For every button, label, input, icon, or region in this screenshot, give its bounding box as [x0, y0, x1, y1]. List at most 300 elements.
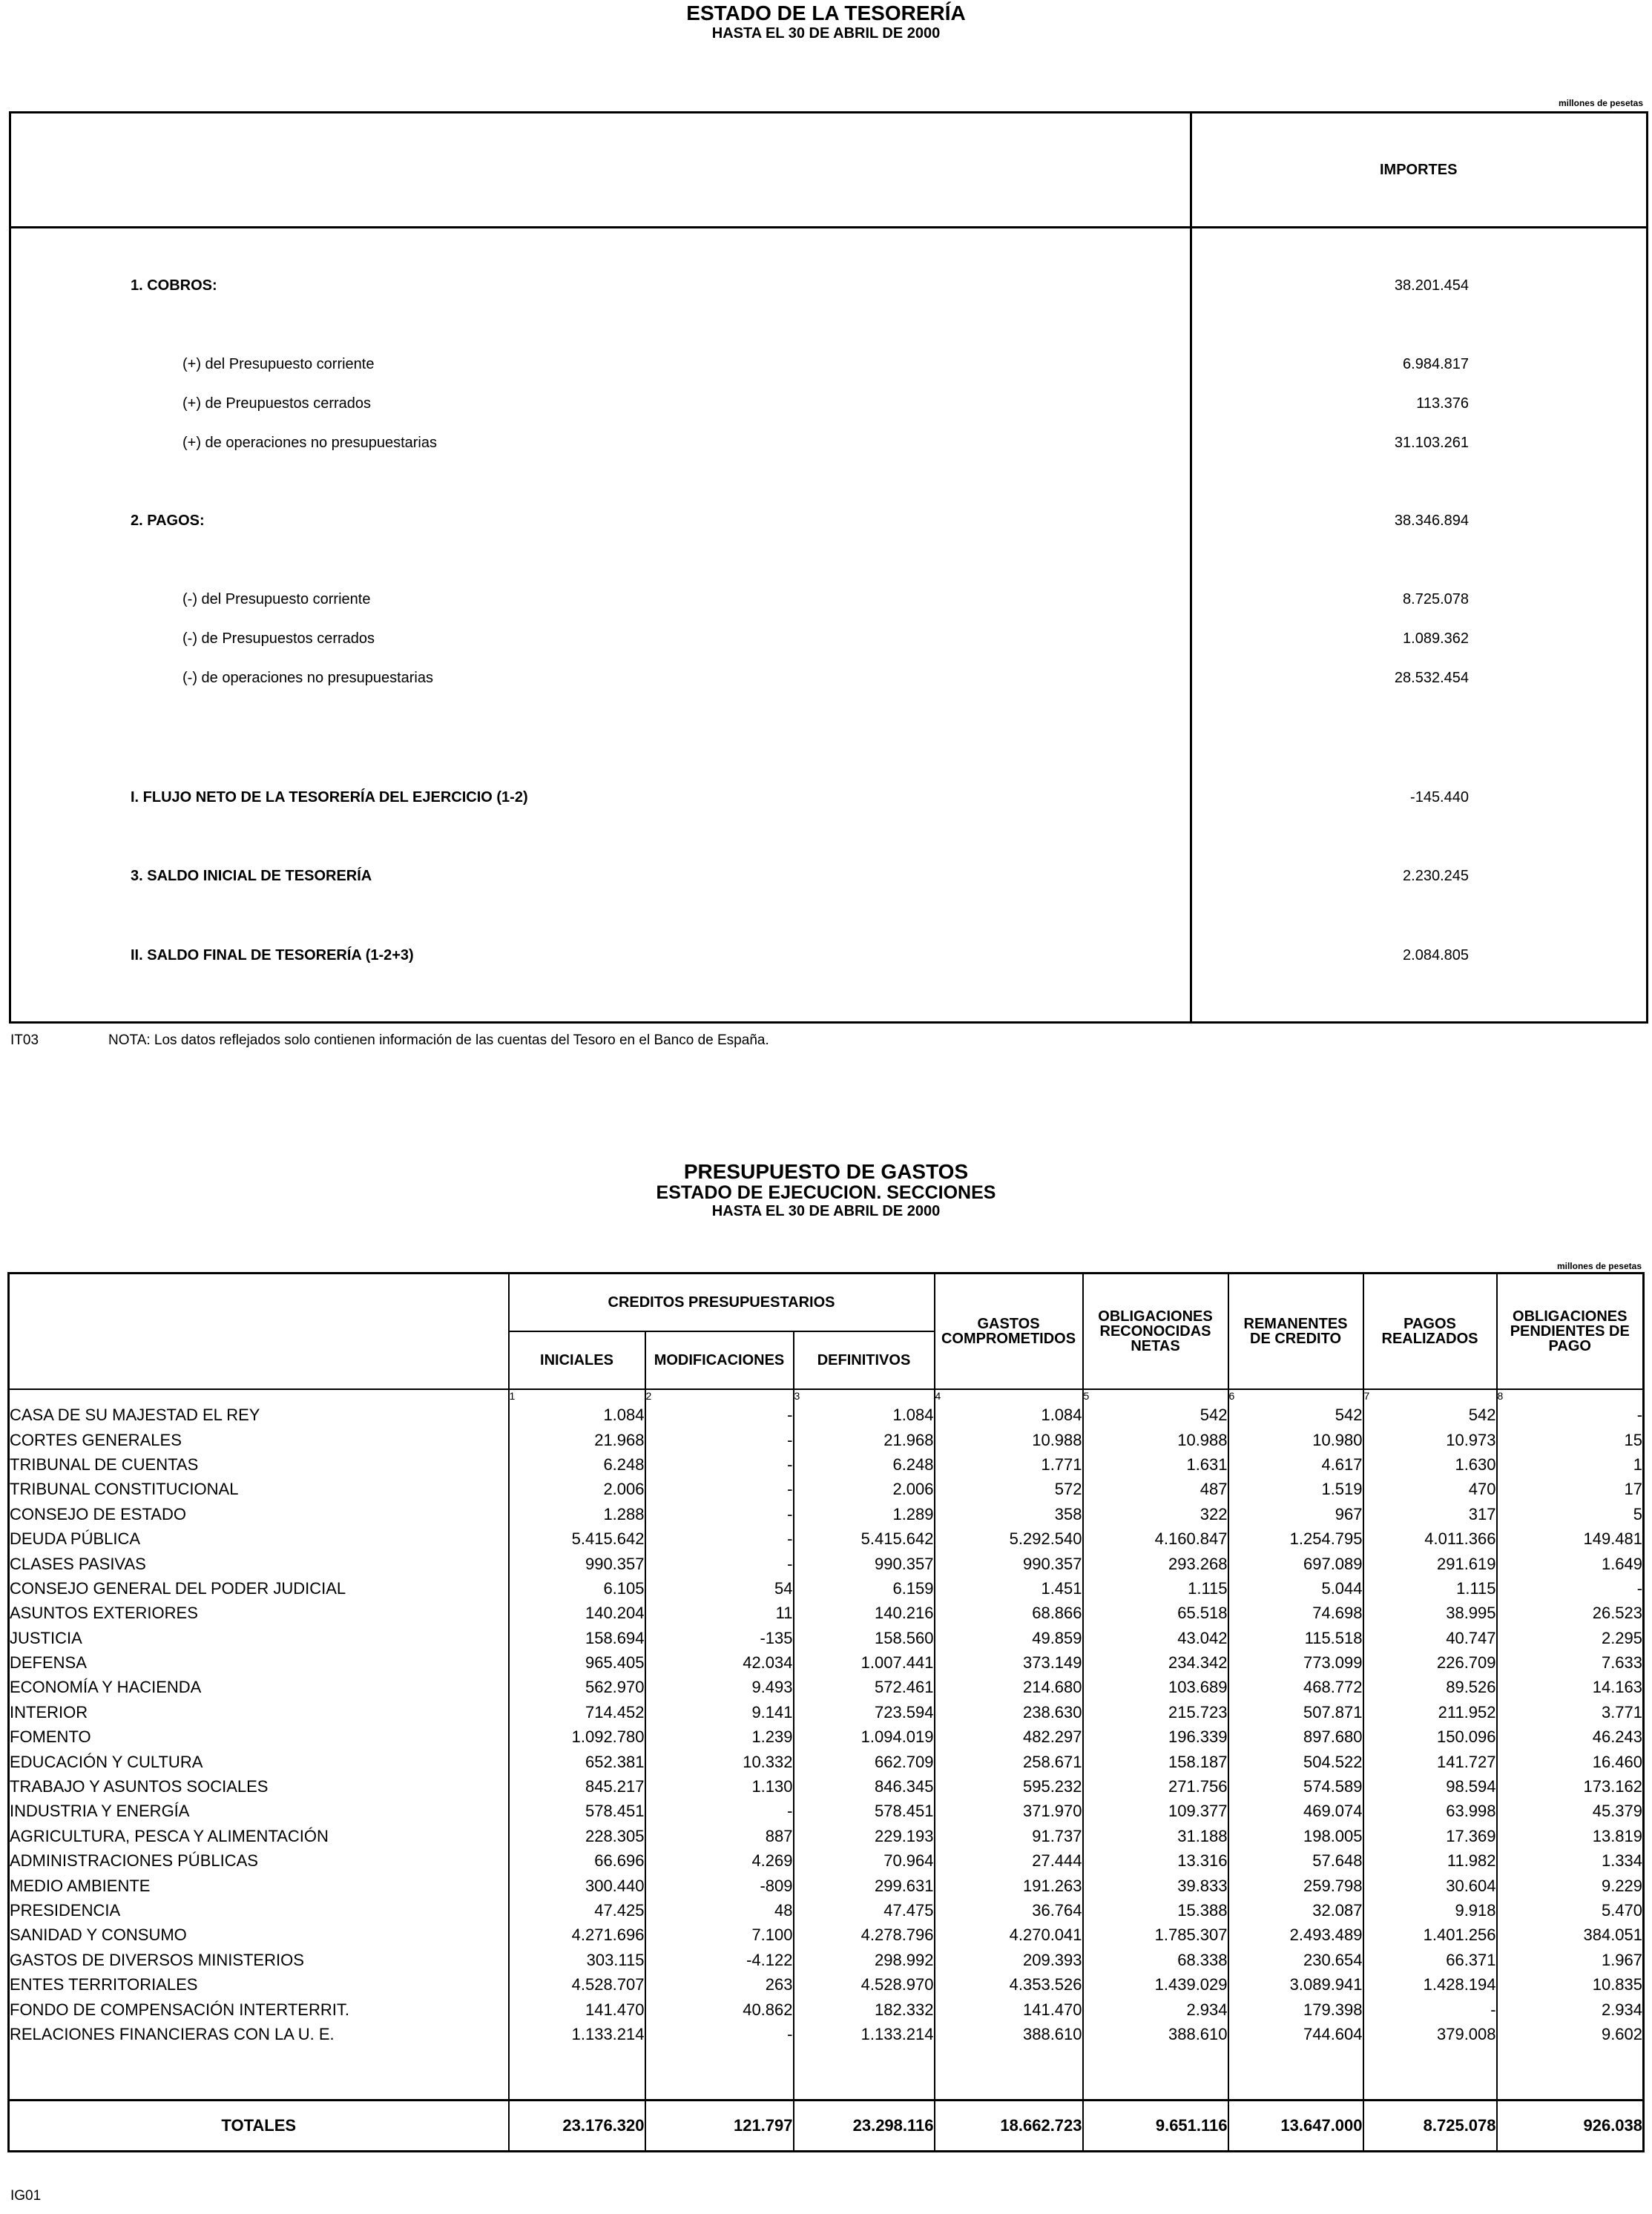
cell-value: 2.006 [509, 1477, 645, 1502]
cell-value: 179.398 [1228, 1997, 1363, 2022]
section-name: ECONOMÍA Y HACIENDA [10, 1678, 202, 1697]
cell-value: 9.918 [1363, 1898, 1497, 1923]
cell-value: 65.518 [1083, 1601, 1228, 1626]
treasury-row-label: (-) de operaciones no presupuestarias [182, 670, 433, 686]
cell-value: 662.709 [794, 1750, 935, 1774]
cell-value: 158.187 [1083, 1750, 1228, 1774]
cell-value: 16.460 [1497, 1750, 1644, 1774]
table-row [9, 1601, 1644, 1626]
cell-value: 1.084 [935, 1403, 1083, 1428]
expenses-units: millones de pesetas [1556, 1261, 1642, 1271]
cell-value: 5.292.540 [935, 1526, 1083, 1551]
cell-value: 1 [1497, 1452, 1644, 1477]
cell-value: 4.617 [1228, 1452, 1363, 1477]
cell-value: 191.263 [935, 1874, 1083, 1898]
cell-value: 48 [645, 1898, 794, 1923]
cell-value: 542 [1228, 1403, 1363, 1428]
cell-value: 141.727 [1363, 1750, 1497, 1774]
cell-value: 967 [1228, 1502, 1363, 1526]
cell-value: 965.405 [509, 1650, 645, 1675]
cell-value: 1.451 [935, 1576, 1083, 1601]
totals-label: TOTALES [9, 2100, 509, 2151]
column-number: 2 [645, 1389, 794, 1403]
cell-value: - [645, 2022, 794, 2046]
total-value: 8.725.078 [1363, 2100, 1497, 2151]
cell-value: 507.871 [1228, 1700, 1363, 1724]
spacer-cell [1083, 2047, 1228, 2101]
total-value: 121.797 [645, 2100, 794, 2151]
spacer-cell [509, 2047, 645, 2101]
cell-value: 11 [645, 1601, 794, 1626]
cell-value: 542 [1083, 1403, 1228, 1428]
cell-value: 1.115 [1083, 1576, 1228, 1601]
cell-value: 214.680 [935, 1676, 1083, 1700]
cell-value: 21.968 [509, 1428, 645, 1452]
cell-value: 845.217 [509, 1774, 645, 1799]
spacer-row [9, 2047, 1644, 2101]
cell-value: 258.671 [935, 1750, 1083, 1774]
cell-value: 723.594 [794, 1700, 935, 1724]
header-line: REALIZADOS [1381, 1330, 1478, 1347]
cell-value: 158.560 [794, 1626, 935, 1650]
spacer-cell [1228, 2047, 1363, 2101]
header-line: GASTOS [977, 1315, 1040, 1332]
cell-value: 542 [1363, 1403, 1497, 1428]
cell-value: 384.051 [1497, 1923, 1644, 1948]
cell-value: 70.964 [794, 1849, 935, 1874]
totals-row [9, 2100, 1644, 2151]
cell-value: 47.475 [794, 1898, 935, 1923]
cell-value: 299.631 [794, 1874, 935, 1898]
cell-value: 173.162 [1497, 1774, 1644, 1799]
cell-value: 298.992 [794, 1948, 935, 1972]
cell-value: 358 [935, 1502, 1083, 1526]
table-row [9, 1972, 1644, 1997]
section-name: ADMINISTRACIONES PÚBLICAS [10, 1851, 258, 1871]
table-row [9, 1552, 1644, 1576]
header-line: REMANENTES [1243, 1315, 1348, 1332]
cell-value: 10.973 [1363, 1428, 1497, 1452]
cell-value: - [645, 1799, 794, 1824]
column-number: 1 [509, 1389, 645, 1403]
cell-value: 2.295 [1497, 1626, 1644, 1650]
section-name: CLASES PASIVAS [10, 1554, 146, 1573]
cell-value: 68.866 [935, 1601, 1083, 1626]
cell-value: 4.269 [645, 1849, 794, 1874]
table-row [9, 1502, 1644, 1526]
cell-value: 1.630 [1363, 1452, 1497, 1477]
table-row [9, 2022, 1644, 2046]
section-name: TRABAJO Y ASUNTOS SOCIALES [10, 1777, 269, 1796]
cell-value: 13.819 [1497, 1824, 1644, 1848]
cell-value: 1.631 [1083, 1452, 1228, 1477]
cell-value: 26.523 [1497, 1601, 1644, 1626]
spacer-cell [1363, 2047, 1497, 2101]
cell-value: 150.096 [1363, 1725, 1497, 1750]
cell-value: 1.439.029 [1083, 1972, 1228, 1997]
expenses-code: IG01 [10, 2188, 42, 2204]
header-line: PENDIENTES DE [1510, 1322, 1630, 1340]
cell-value: 4.353.526 [935, 1972, 1083, 1997]
cell-value: 322 [1083, 1502, 1228, 1526]
cell-value: 215.723 [1083, 1700, 1228, 1724]
cell-value: 1.334 [1497, 1849, 1644, 1874]
spacer-cell [1497, 2047, 1644, 2101]
column-number: 6 [1228, 1389, 1363, 1403]
total-value: 23.176.320 [509, 2100, 645, 2151]
treasury-row-value: 8.725.078 [1403, 591, 1469, 607]
cell-value: 68.338 [1083, 1948, 1228, 1972]
section-name: PRESIDENCIA [10, 1901, 121, 1920]
table-row [9, 1750, 1644, 1774]
cell-value: 578.451 [509, 1799, 645, 1824]
section-name: SANIDAD Y CONSUMO [10, 1925, 187, 1945]
table-row [9, 1923, 1644, 1948]
cell-value: 4.528.707 [509, 1972, 645, 1997]
cell-value: 141.470 [935, 1997, 1083, 2022]
cell-value: 4.278.796 [794, 1923, 935, 1948]
cell-value: -809 [645, 1874, 794, 1898]
cell-value: 1.115 [1363, 1576, 1497, 1601]
cell-value: -4.122 [645, 1948, 794, 1972]
section-name: INTERIOR [10, 1702, 88, 1722]
cell-value: 303.115 [509, 1948, 645, 1972]
table-row [9, 1452, 1644, 1477]
cell-value: 1.401.256 [1363, 1923, 1497, 1948]
cell-value: 228.305 [509, 1824, 645, 1848]
cell-value: 10.988 [935, 1428, 1083, 1452]
treasury-row-label: (-) de Presupuestos cerrados [182, 630, 375, 647]
cell-value: 230.654 [1228, 1948, 1363, 1972]
cell-value: 13.316 [1083, 1849, 1228, 1874]
cell-value: - [645, 1526, 794, 1551]
cell-value: 487 [1083, 1477, 1228, 1502]
cell-value: 388.610 [935, 2022, 1083, 2046]
cell-value: 697.089 [1228, 1552, 1363, 1576]
section-name: DEUDA PÚBLICA [10, 1529, 141, 1549]
table-row [9, 1526, 1644, 1551]
treasury-row-label: 2. PAGOS: [131, 513, 205, 529]
cell-value: 74.698 [1228, 1601, 1363, 1626]
cell-value: 10.988 [1083, 1428, 1228, 1452]
cell-value: 7.100 [645, 1923, 794, 1948]
cell-value: 66.696 [509, 1849, 645, 1874]
header-line: OBLIGACIONES [1098, 1308, 1213, 1325]
cell-value: 1.133.214 [509, 2022, 645, 2046]
cell-value: 91.737 [935, 1824, 1083, 1848]
cell-value: 572 [935, 1477, 1083, 1502]
cell-value: 1.519 [1228, 1477, 1363, 1502]
cell-value: 1.771 [935, 1452, 1083, 1477]
treasury-row-value: 38.346.894 [1394, 513, 1469, 529]
header-line: DE CREDITO [1250, 1330, 1341, 1347]
cell-value: 21.968 [794, 1428, 935, 1452]
cell-value: 1.094.019 [794, 1725, 935, 1750]
cell-value: 293.268 [1083, 1552, 1228, 1576]
cell-value: 182.332 [794, 1997, 935, 2022]
header-line: PAGO [1548, 1337, 1591, 1354]
cell-value: 1.649 [1497, 1552, 1644, 1576]
section-name: DEFENSA [10, 1653, 87, 1673]
cell-value: 43.042 [1083, 1626, 1228, 1650]
cell-value: 263 [645, 1972, 794, 1997]
total-value: 23.298.116 [794, 2100, 935, 2151]
cell-value: 57.648 [1228, 1849, 1363, 1874]
cell-value: 371.970 [935, 1799, 1083, 1824]
cell-value: 2.006 [794, 1477, 935, 1502]
cell-value: 595.232 [935, 1774, 1083, 1799]
treasury-row-label: 1. COBROS: [131, 277, 217, 294]
spacer-cell [9, 2047, 509, 2101]
cell-value: 5 [1497, 1502, 1644, 1526]
cell-value: 158.694 [509, 1626, 645, 1650]
cell-value: 1.785.307 [1083, 1923, 1228, 1948]
header-line: OBLIGACIONES [1513, 1308, 1628, 1325]
treasury-code: IT03 [10, 1032, 39, 1048]
cell-value: 4.271.696 [509, 1923, 645, 1948]
cell-value: 271.756 [1083, 1774, 1228, 1799]
cell-value: - [1497, 1576, 1644, 1601]
cell-value: - [1363, 1997, 1497, 2022]
treasury-row-value: 6.984.817 [1403, 356, 1469, 372]
section-name: TRIBUNAL CONSTITUCIONAL [10, 1480, 239, 1499]
treasury-subtitle: HASTA EL 30 DE ABRIL DE 2000 [711, 25, 941, 42]
cell-value: 11.982 [1363, 1849, 1497, 1874]
section-name: TRIBUNAL DE CUENTAS [10, 1454, 199, 1474]
modificaciones-header: MODIFICACIONES [645, 1331, 794, 1389]
total-value: 13.647.000 [1228, 2100, 1363, 2151]
treasury-row-label: II. SALDO FINAL DE TESORERÍA (1-2+3) [131, 947, 414, 963]
cell-value: 990.357 [794, 1552, 935, 1576]
cell-value: 9.493 [645, 1676, 794, 1700]
cell-value: 1.967 [1497, 1948, 1644, 1972]
expenses-title: PRESUPUESTO DE GASTOS [683, 1160, 969, 1183]
cell-value: 259.798 [1228, 1874, 1363, 1898]
cell-value: - [645, 1502, 794, 1526]
cell-value: 9.229 [1497, 1874, 1644, 1898]
section-name: CONSEJO GENERAL DEL PODER JUDICIAL [10, 1578, 346, 1598]
treasury-row-value: 28.532.454 [1394, 670, 1469, 686]
cell-value: 1.092.780 [509, 1725, 645, 1750]
cell-value: 32.087 [1228, 1898, 1363, 1923]
expenses-body [9, 1403, 1644, 2101]
treasury-title: ESTADO DE LA TESORERÍA [686, 1, 966, 24]
cell-value: 115.518 [1228, 1626, 1363, 1650]
treasury-row-value: 1.089.362 [1403, 630, 1469, 647]
treasury-row-value: -145.440 [1410, 789, 1469, 805]
total-value: 9.651.116 [1083, 2100, 1228, 2151]
cell-value: 2.934 [1083, 1997, 1228, 2022]
treasury-header-divider [9, 226, 1648, 228]
creditos-group-header: CREDITOS PRESUPUESTARIOS [509, 1274, 935, 1331]
cell-value: 149.481 [1497, 1526, 1644, 1551]
treasury-row-label: (+) de Preupuestos cerrados [182, 395, 372, 412]
cell-value: 2.493.489 [1228, 1923, 1363, 1948]
cell-value: 897.680 [1228, 1725, 1363, 1750]
treasury-row-label: I. FLUJO NETO DE LA TESORERÍA DEL EJERCICIO (1-2) [131, 789, 528, 805]
cell-value: 4.270.041 [935, 1923, 1083, 1948]
spacer-cell [935, 2047, 1083, 2101]
table-row [9, 1774, 1644, 1799]
expenses-date: HASTA EL 30 DE ABRIL DE 2000 [711, 1203, 941, 1219]
cell-value: 714.452 [509, 1700, 645, 1724]
spacer-cell [645, 2047, 794, 2101]
treasury-row-label: 3. SALDO INICIAL DE TESORERÍA [131, 868, 372, 884]
cell-value: 9.602 [1497, 2022, 1644, 2046]
cell-value: 5.415.642 [509, 1526, 645, 1551]
table-row [9, 1676, 1644, 1700]
treasury-row-label: (-) del Presupuesto corriente [182, 591, 371, 607]
cell-value: 63.998 [1363, 1799, 1497, 1824]
cell-value: 3.771 [1497, 1700, 1644, 1724]
cell-value: 40.862 [645, 1997, 794, 2022]
cell-value: 5.470 [1497, 1898, 1644, 1923]
spacer-cell [794, 2047, 935, 2101]
total-value: 18.662.723 [935, 2100, 1083, 2151]
cell-value: 1.288 [509, 1502, 645, 1526]
cell-value: 1.133.214 [794, 2022, 935, 2046]
obligaciones-netas-header [1083, 1274, 1228, 1389]
cell-value: - [645, 1552, 794, 1576]
treasury-column-divider [1190, 111, 1192, 1024]
cell-value: 14.163 [1497, 1676, 1644, 1700]
cell-value: 317 [1363, 1502, 1497, 1526]
section-name: EDUCACIÓN Y CULTURA [10, 1752, 203, 1771]
section-name: INDUSTRIA Y ENERGÍA [10, 1802, 190, 1821]
cell-value: 470 [1363, 1477, 1497, 1502]
cell-value: 211.952 [1363, 1700, 1497, 1724]
cell-value: 6.248 [794, 1452, 935, 1477]
cell-value: 1.084 [509, 1403, 645, 1428]
cell-value: 140.204 [509, 1601, 645, 1626]
table-row [9, 1997, 1644, 2022]
cell-value: 10.980 [1228, 1428, 1363, 1452]
table-row [9, 1898, 1644, 1923]
cell-value: 17 [1497, 1477, 1644, 1502]
column-number: 3 [794, 1389, 935, 1403]
table-row [9, 1874, 1644, 1898]
cell-value: 17.369 [1363, 1824, 1497, 1848]
cell-value: 574.589 [1228, 1774, 1363, 1799]
section-header-blank [9, 1274, 509, 1389]
cell-value: 198.005 [1228, 1824, 1363, 1848]
treasury-column-header: IMPORTES [1380, 162, 1458, 178]
column-number: 4 [935, 1389, 1083, 1403]
table-row [9, 1849, 1644, 1874]
cell-value: 4.011.366 [1363, 1526, 1497, 1551]
cell-value: 40.747 [1363, 1626, 1497, 1650]
cell-value: 27.444 [935, 1849, 1083, 1874]
cell-value: 1.254.795 [1228, 1526, 1363, 1551]
cell-value: 6.159 [794, 1576, 935, 1601]
pagos-realizados-header [1363, 1274, 1497, 1389]
cell-value: 45.379 [1497, 1799, 1644, 1824]
column-number: 7 [1363, 1389, 1497, 1403]
cell-value: 887 [645, 1824, 794, 1848]
table-row [9, 1799, 1644, 1824]
cell-value: 109.377 [1083, 1799, 1228, 1824]
table-row [9, 1576, 1644, 1601]
cell-value: 300.440 [509, 1874, 645, 1898]
cell-value: 140.216 [794, 1601, 935, 1626]
cell-value: 103.689 [1083, 1676, 1228, 1700]
treasury-row-value: 2.230.245 [1403, 868, 1469, 884]
cell-value: 66.371 [1363, 1948, 1497, 1972]
section-name: FOMENTO [10, 1727, 91, 1747]
cell-value: 234.342 [1083, 1650, 1228, 1675]
section-name: ENTES TERRITORIALES [10, 1975, 198, 1994]
table-row [9, 1477, 1644, 1502]
header-line: NETAS [1131, 1337, 1180, 1354]
cell-value: 6.105 [509, 1576, 645, 1601]
cell-value: 773.099 [1228, 1650, 1363, 1675]
section-name: AGRICULTURA, PESCA Y ALIMENTACIÓN [10, 1826, 329, 1845]
cell-value: 10.332 [645, 1750, 794, 1774]
cell-value: 10.835 [1497, 1972, 1644, 1997]
cell-value: 1.239 [645, 1725, 794, 1750]
cell-value: 4.528.970 [794, 1972, 935, 1997]
section-name: CASA DE SU MAJESTAD EL REY [10, 1406, 260, 1425]
cell-value: 3.089.941 [1228, 1972, 1363, 1997]
cell-value: 196.339 [1083, 1725, 1228, 1750]
cell-value: 46.243 [1497, 1725, 1644, 1750]
section-name: RELACIONES FINANCIERAS CON LA U. E. [10, 2024, 335, 2043]
cell-value: 990.357 [509, 1552, 645, 1576]
expenses-table [7, 1272, 1645, 2152]
cell-value: 5.044 [1228, 1576, 1363, 1601]
cell-value: - [645, 1477, 794, 1502]
header-line: PAGOS [1403, 1315, 1456, 1332]
cell-value: 38.995 [1363, 1601, 1497, 1626]
iniciales-header: INICIALES [509, 1331, 645, 1389]
cell-value: 652.381 [509, 1750, 645, 1774]
cell-value: 482.297 [935, 1725, 1083, 1750]
definitivos-header: DEFINITIVOS [794, 1331, 935, 1389]
treasury-row-value: 113.376 [1416, 395, 1469, 412]
cell-value: 9.141 [645, 1700, 794, 1724]
column-number: 5 [1083, 1389, 1228, 1403]
table-row [9, 1650, 1644, 1675]
cell-value: 846.345 [794, 1774, 935, 1799]
cell-value: 30.604 [1363, 1874, 1497, 1898]
treasury-units: millones de pesetas [1558, 98, 1643, 108]
cell-value: 36.764 [935, 1898, 1083, 1923]
treasury-note: NOTA: Los datos reflejados solo contienen información de las cuentas del Tesoro en el Banco de España. [108, 1032, 769, 1048]
treasury-row-label: (+) de operaciones no presupuestarias [182, 435, 437, 451]
cell-value: 744.604 [1228, 2022, 1363, 2046]
cell-value: 226.709 [1363, 1650, 1497, 1675]
cell-value: 1.130 [645, 1774, 794, 1799]
cell-value: 49.859 [935, 1626, 1083, 1650]
cell-value: 15 [1497, 1428, 1644, 1452]
table-row [9, 1700, 1644, 1724]
cell-value: 238.630 [935, 1700, 1083, 1724]
table-row [9, 1626, 1644, 1650]
treasury-row-value: 2.084.805 [1403, 947, 1469, 963]
cell-value: 388.610 [1083, 2022, 1228, 2046]
section-name: MEDIO AMBIENTE [10, 1876, 151, 1895]
cell-value: 42.034 [645, 1650, 794, 1675]
cell-value: 54 [645, 1576, 794, 1601]
cell-value: 4.160.847 [1083, 1526, 1228, 1551]
total-value: 926.038 [1497, 2100, 1644, 2151]
cell-value: - [645, 1428, 794, 1452]
cell-value: 89.526 [1363, 1676, 1497, 1700]
cell-value: 39.833 [1083, 1874, 1228, 1898]
treasury-row-value: 31.103.261 [1394, 435, 1469, 451]
section-name: CORTES GENERALES [10, 1430, 182, 1449]
cell-value: 141.470 [509, 1997, 645, 2022]
